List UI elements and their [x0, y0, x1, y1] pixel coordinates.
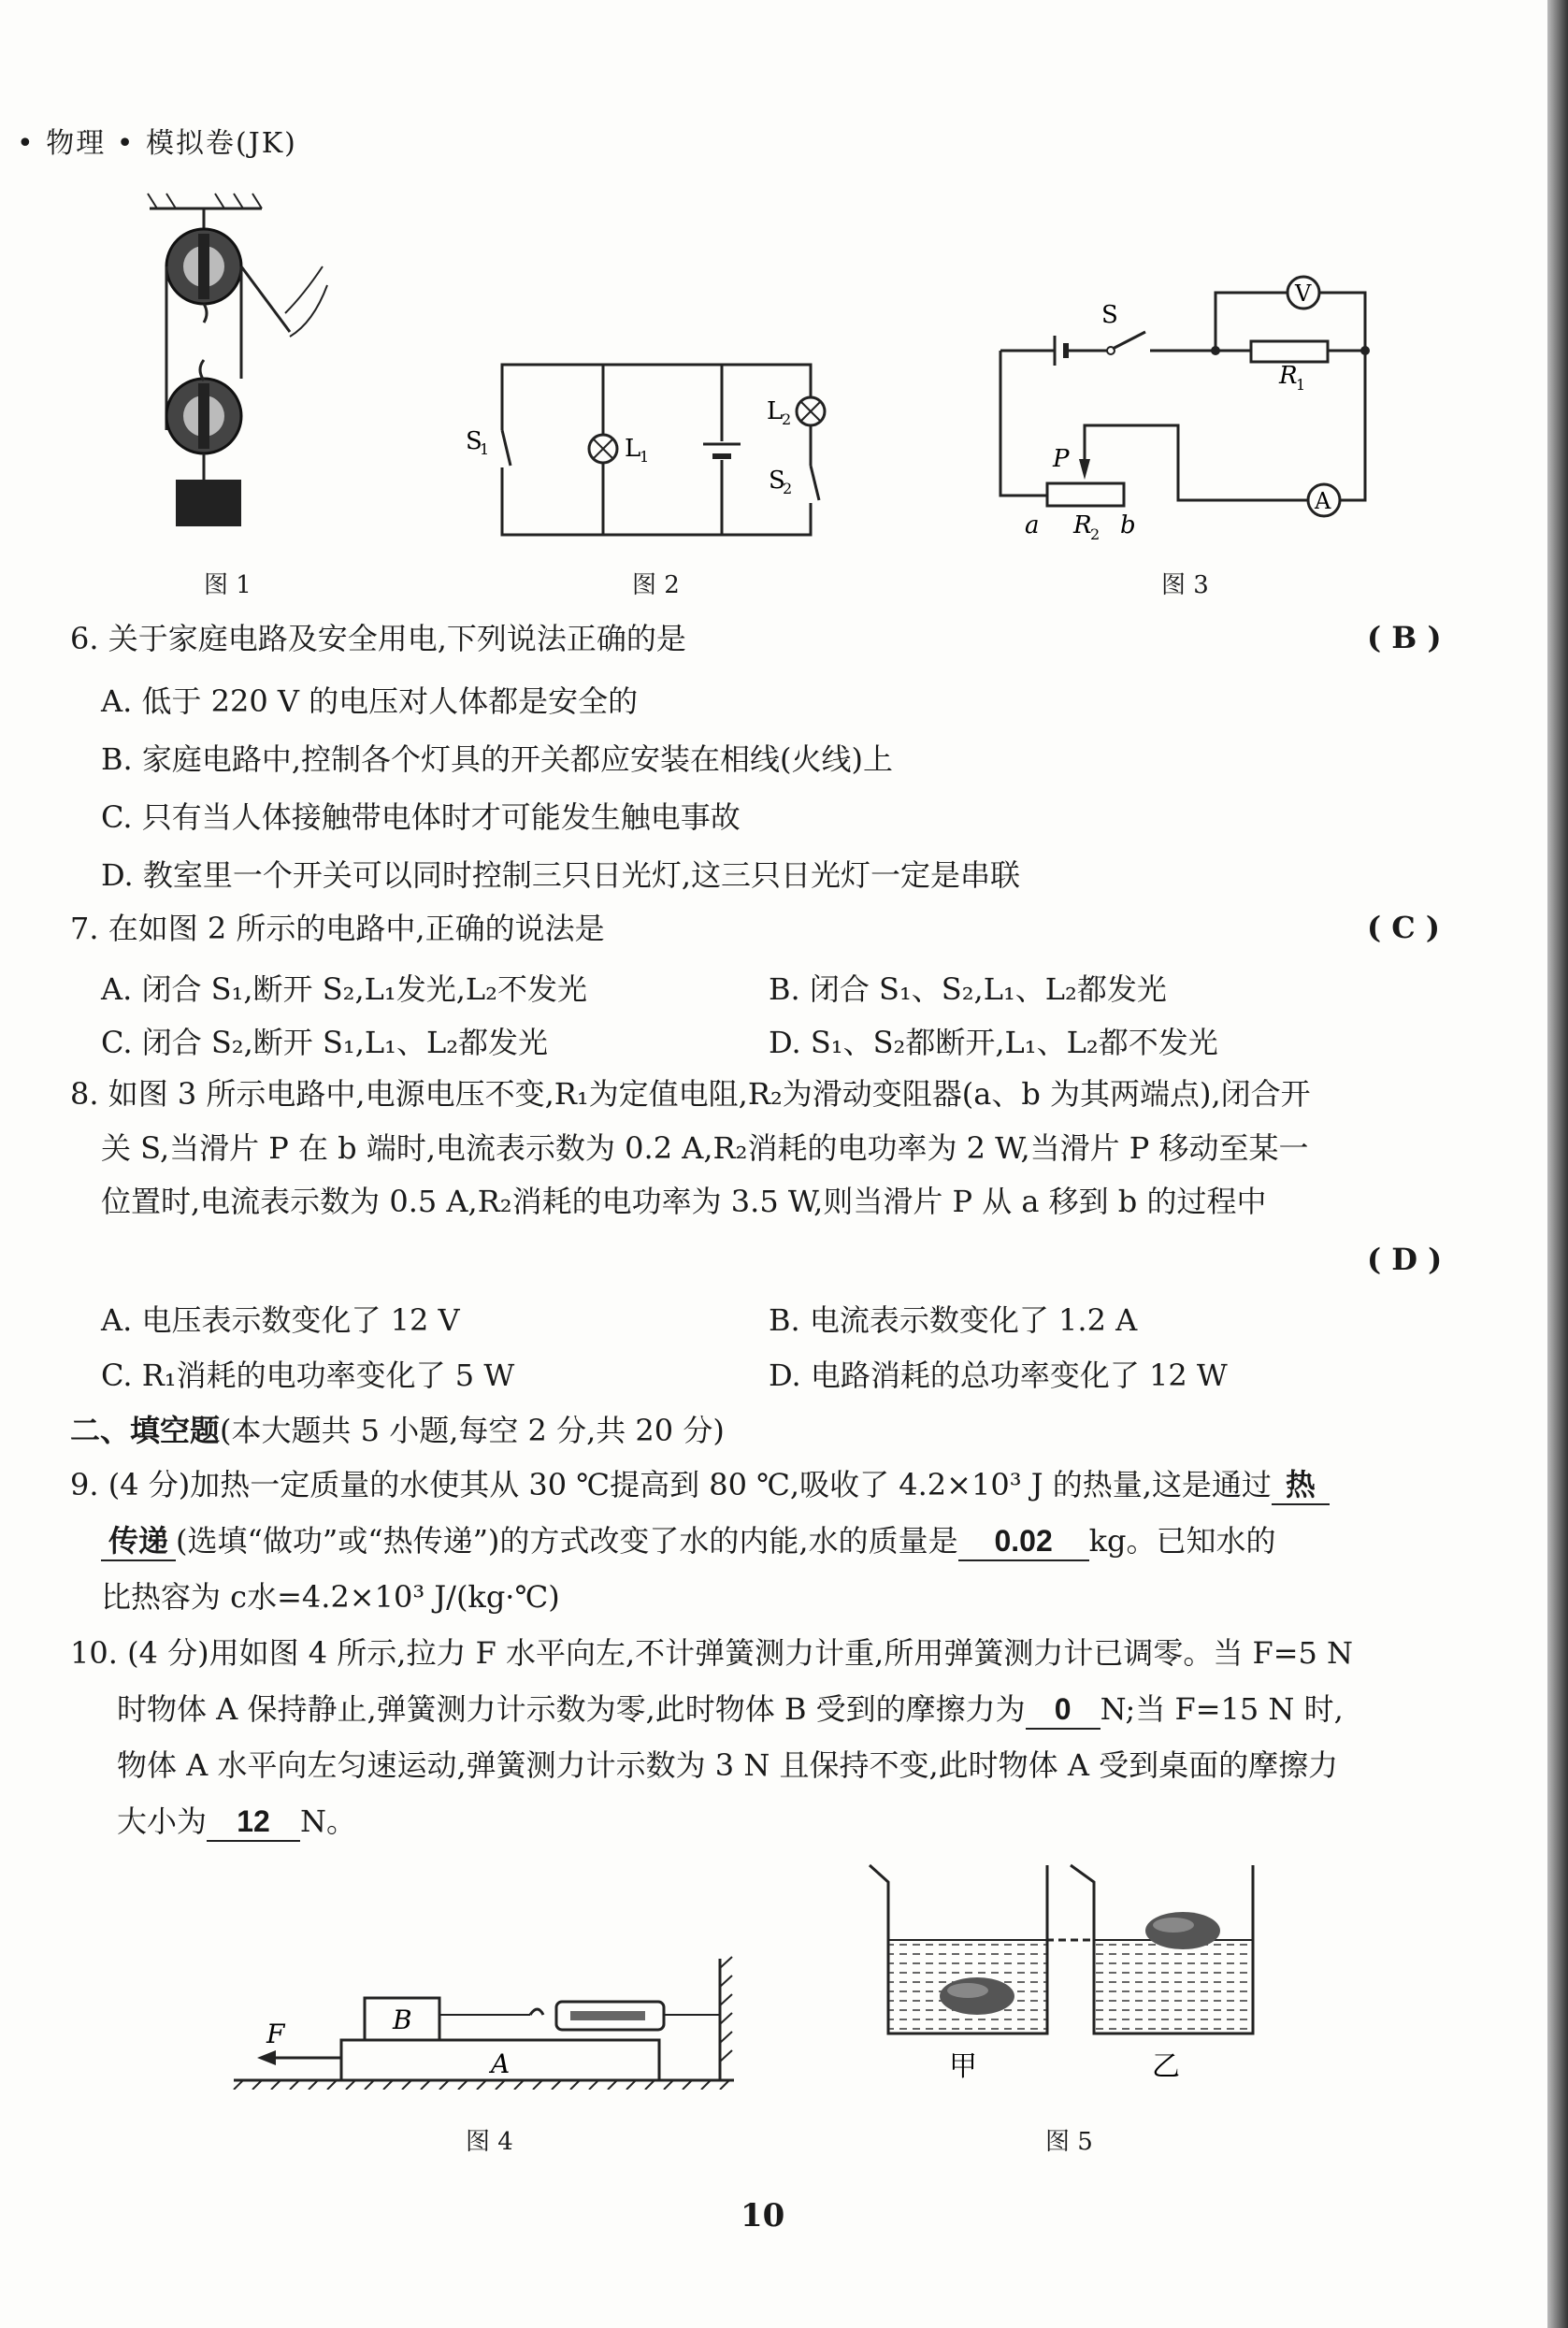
page-header: • 物理 • 模拟卷(JK) [17, 127, 297, 160]
q8-answer: ( D ) [1367, 1242, 1443, 1277]
q6-option-c: C. 只有当人体接触带电体时才可能发生触电事故 [101, 799, 741, 835]
q7-answer: ( C ) [1367, 910, 1441, 945]
q7-option-b: B. 闭合 S₁、S₂,L₁、L₂都发光 [769, 971, 1167, 1007]
fig3-label-a: a [1025, 511, 1040, 539]
fig5-label-yi: 乙 [1152, 2050, 1180, 2083]
fig4-label-a: A [491, 2048, 511, 2079]
q10-text-2a: 时物体 A 保持静止,弹簧测力计示数为零,此时物体 B 受到的摩擦力为 [117, 1691, 1026, 1727]
q10-text-4b: N。 [300, 1803, 357, 1839]
page-number: 10 [741, 2197, 785, 2235]
figure-4-blocks [229, 1949, 743, 2090]
q10-line-3: 物体 A 水平向左匀速运动,弹簧测力计示数为 3 N 且保持不变,此时物体 A 受到桌面的摩擦力 [117, 1747, 1339, 1783]
q10-text-4a: 大小为 [117, 1803, 208, 1839]
q9-line-1 [70, 1466, 1330, 1505]
q9-text-2b: kg。已知水的 [1088, 1523, 1276, 1559]
q9-text-2: (选填“做功”或“热传递”)的方式改变了水的内能,水的质量是 [176, 1523, 958, 1559]
q6-option-b: B. 家庭电路中,控制各个灯具的开关都应安装在相线(火线)上 [101, 741, 894, 777]
q9-text-1: 9. (4 分)加热一定质量的水使其从 30 ℃提高到 80 ℃,吸收了 4.2×10³ J 的热量,这是通过 [70, 1467, 1272, 1502]
fig2-label-l2: L [767, 397, 784, 425]
q10-line-2 [117, 1690, 1344, 1730]
figure-4-caption: 图 4 [466, 2128, 513, 2156]
svg-text:1: 1 [640, 448, 650, 466]
figure-2-circuit [458, 355, 851, 542]
figure-3-caption: 图 3 [1161, 571, 1209, 599]
q8-option-a: A. 电压表示数变化了 12 V [101, 1302, 460, 1338]
q10-line-4 [117, 1803, 356, 1842]
q10-line-1: 10. (4 分)用如图 4 所示,拉力 F 水平向左,不计弹簧测力计重,所用弹簧测力计已调零。当 F=5 N [70, 1635, 1354, 1671]
q8-line-3: 位置时,电流表示数为 0.5 A,R₂消耗的电功率为 3.5 W,则当滑片 P 从 a 移到 b 的过程中 [101, 1184, 1267, 1219]
svg-text:2: 2 [782, 410, 792, 428]
q7-stem: 7. 在如图 2 所示的电路中,正确的说法是 [70, 911, 605, 946]
fig2-label-s1: S [466, 427, 482, 455]
q10-blank-1: 0 [1026, 1690, 1100, 1730]
svg-text:2: 2 [1090, 525, 1100, 543]
fig3-label-r1: R [1279, 362, 1298, 390]
fig3-voltmeter-label: V [1295, 280, 1312, 307]
q8-option-b: B. 电流表示数变化了 1.2 A [769, 1302, 1138, 1338]
fig3-label-b: b [1120, 511, 1136, 539]
q8-line-2: 关 S,当滑片 P 在 b 端时,电流表示数为 0.2 A,R₂消耗的电功率为 2 W,当滑片 P 移动至某一 [101, 1130, 1309, 1166]
q8-line-1: 8. 如图 3 所示电路中,电源电压不变,R₁为定值电阻,R₂为滑动变阻器(a、b 为其两端点),闭合开 [70, 1076, 1311, 1112]
fig3-label-s: S [1101, 301, 1118, 329]
q8-option-c: C. R₁消耗的电功率变化了 5 W [101, 1358, 515, 1393]
figure-1-caption: 图 1 [204, 571, 252, 599]
q9-blank-2: 0.02 [958, 1522, 1089, 1561]
figure-5-beakers [860, 1856, 1290, 2090]
fig4-label-b: B [393, 2005, 412, 2035]
fig3-label-p: P [1053, 445, 1070, 473]
q10-blank-2: 12 [207, 1803, 300, 1842]
fig3-ammeter-label: A [1315, 488, 1331, 514]
q6-stem: 6. 关于家庭电路及安全用电,下列说法正确的是 [70, 621, 686, 656]
section-2-title: 二、填空题 [70, 1413, 221, 1448]
svg-text:2: 2 [783, 480, 793, 497]
fig5-label-jia: 甲 [949, 2050, 977, 2083]
fig3-label-r2: R [1073, 511, 1092, 539]
q6-answer: ( B ) [1367, 620, 1442, 655]
scan-edge-shadow [1547, 0, 1568, 2328]
q7-option-d: D. S₁、S₂都断开,L₁、L₂都不发光 [769, 1025, 1218, 1060]
q7-option-a: A. 闭合 S₁,断开 S₂,L₁发光,L₂不发光 [101, 971, 587, 1007]
q9-blank-1b: 传递 [101, 1522, 176, 1561]
q9-line-3: 比热容为 c水=4.2×10³ J/(kg·℃) [101, 1579, 560, 1615]
q7-option-c: C. 闭合 S₂,断开 S₁,L₁、L₂都发光 [101, 1025, 549, 1060]
section-2-note: (本大题共 5 小题,每空 2 分,共 20 分) [220, 1413, 725, 1448]
svg-text:1: 1 [1296, 376, 1306, 394]
figure-5-caption: 图 5 [1045, 2128, 1093, 2156]
q8-option-d: D. 电路消耗的总功率变化了 12 W [769, 1358, 1228, 1393]
q9-line-2 [101, 1522, 1275, 1561]
q10-text-2b: N;当 F=15 N 时, [1100, 1691, 1344, 1727]
q9-blank-1a: 热 [1272, 1466, 1330, 1505]
figure-2-caption: 图 2 [632, 571, 680, 599]
section-2-heading [70, 1407, 725, 1450]
q6-option-a: A. 低于 220 V 的电压对人体都是安全的 [101, 683, 639, 719]
figure-3-circuit [991, 266, 1384, 547]
fig4-label-f: F [266, 2019, 285, 2049]
figure-1-pulley [140, 182, 346, 547]
q6-option-d: D. 教室里一个开关可以同时控制三只日光灯,这三只日光灯一定是串联 [101, 857, 1021, 893]
svg-text:1: 1 [480, 440, 490, 458]
fig2-label-s2: S [769, 467, 785, 495]
fig2-label-l1: L [625, 435, 641, 463]
